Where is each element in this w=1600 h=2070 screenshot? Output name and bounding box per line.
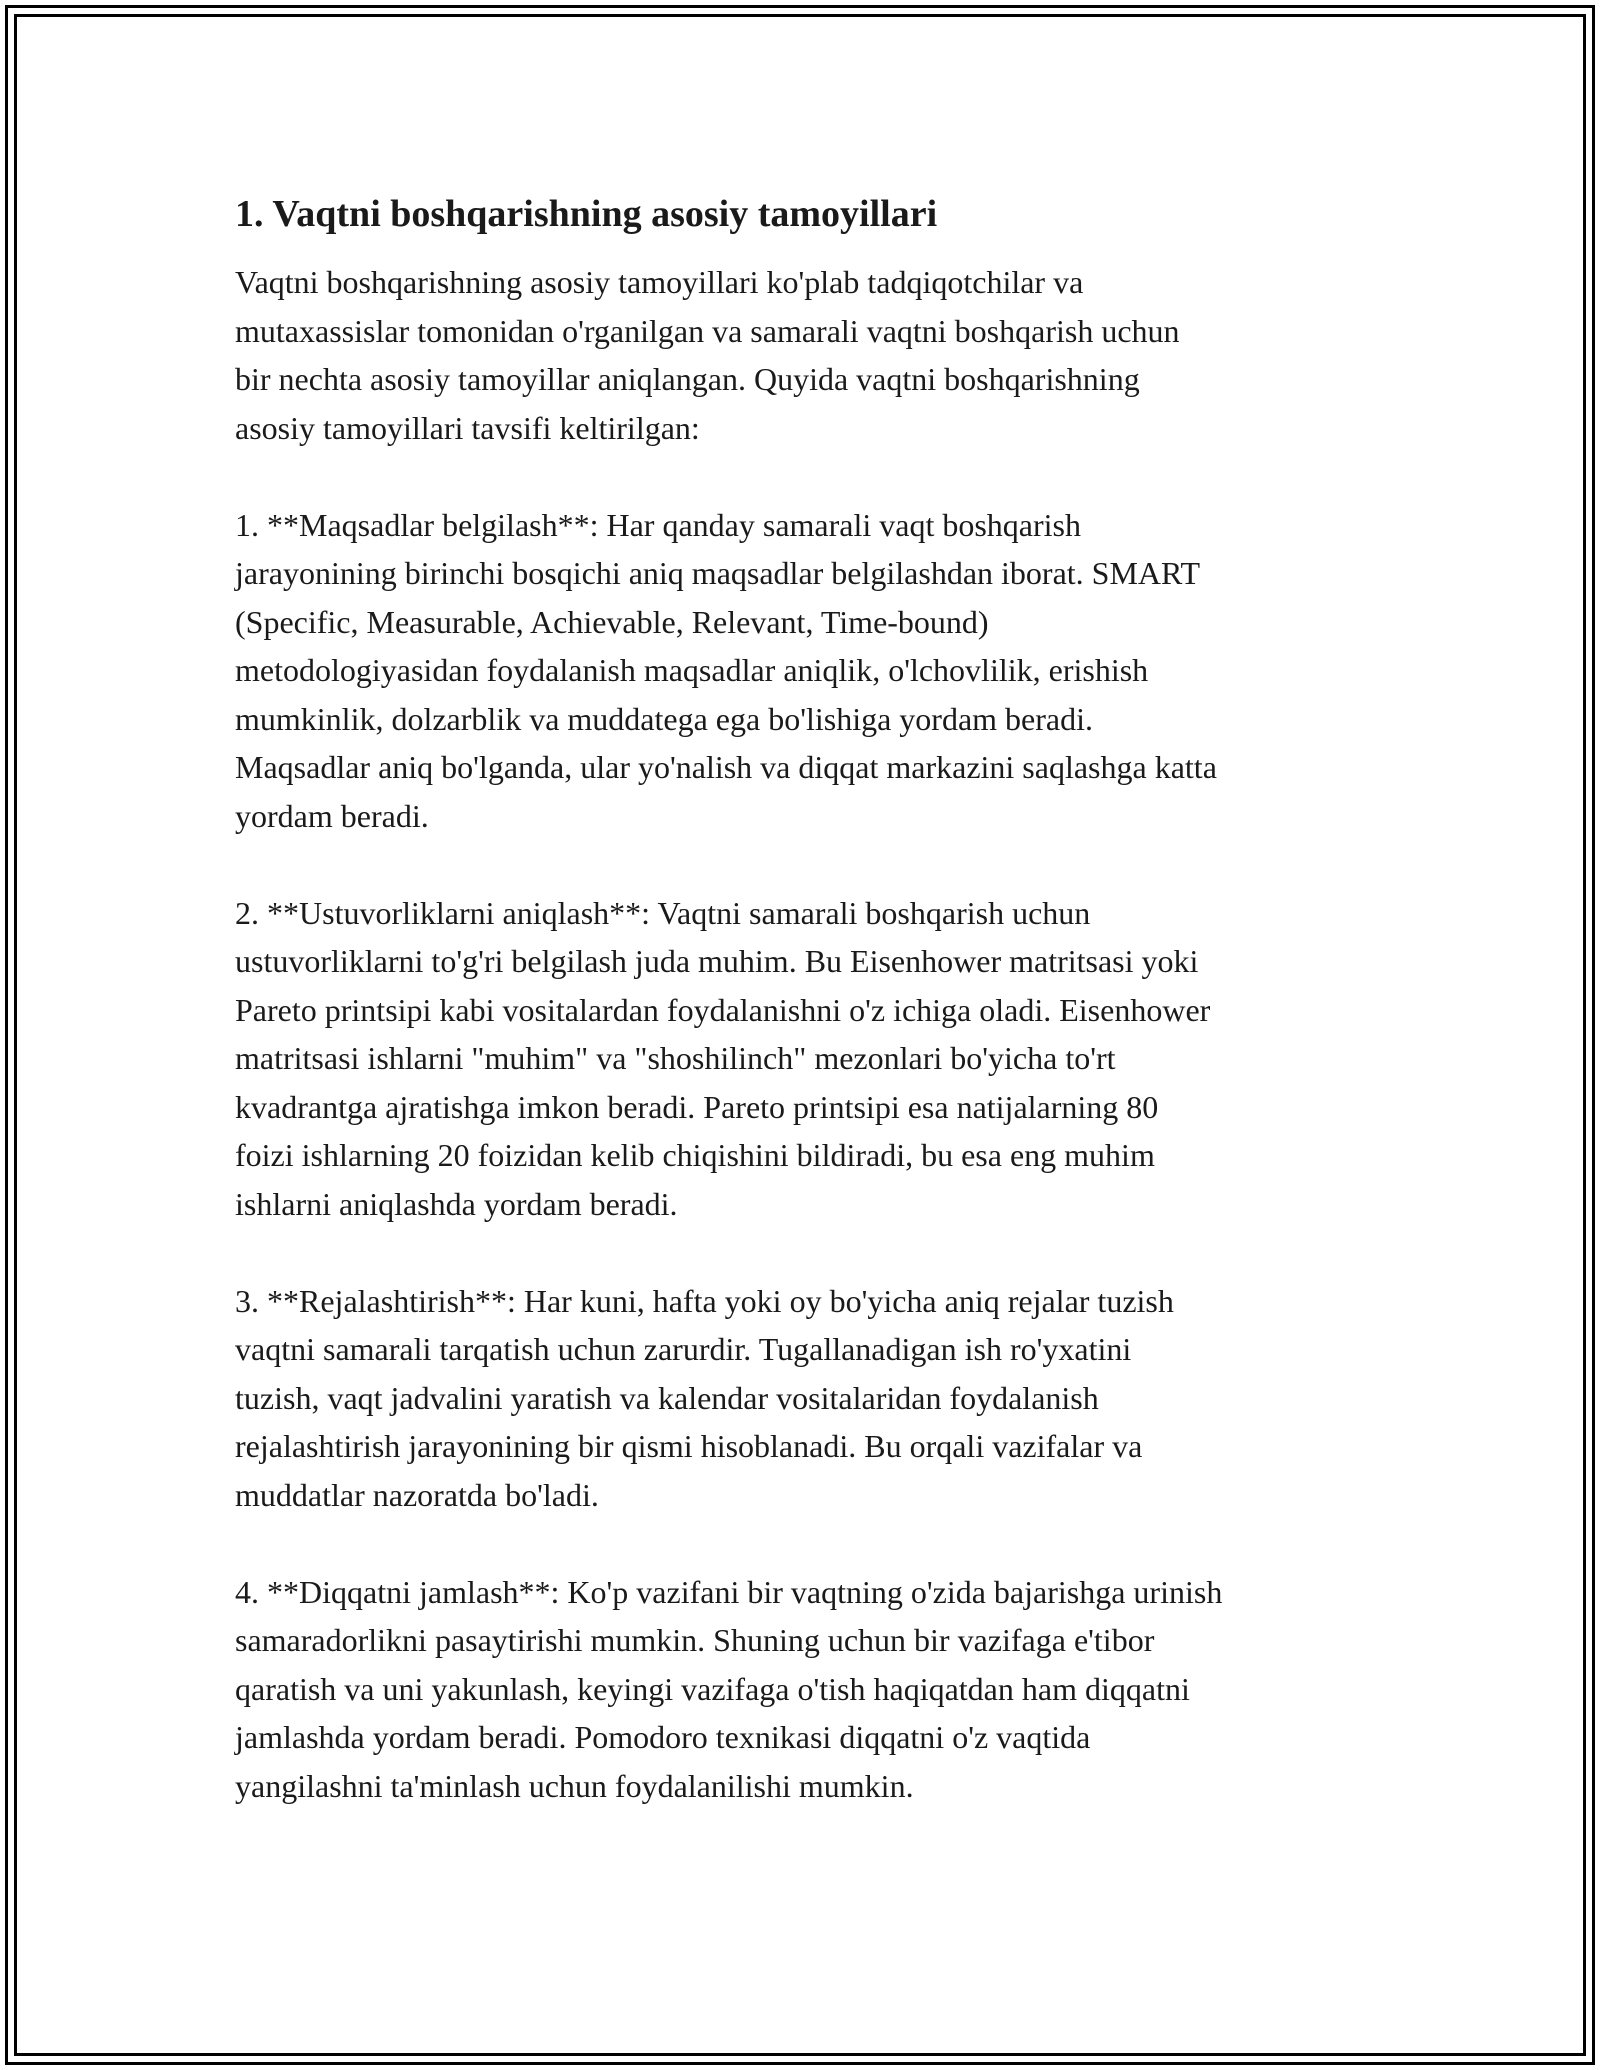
principle-planning <box>235 1277 1385 1520</box>
text-line: bir nechta asosiy tamoyillar aniqlangan. Quyida vaqtni boshqarishning <box>235 361 1140 397</box>
text-line: rejalashtirish jarayonining bir qismi hisoblanadi. Bu orqali vazifalar va <box>235 1428 1143 1464</box>
text-line: mutaxassislar tomonidan o'rganilgan va samarali vaqtni boshqarish uchun <box>235 312 1180 349</box>
text-line: 1. **Maqsadlar belgilash**: Har qanday samarali vaqt boshqarish <box>235 506 1081 543</box>
text-line: vaqtni samarali tarqatish uchun zarurdir. Tugallanadigan ish ro'yxatini <box>235 1331 1132 1367</box>
text-line: 2. **Ustuvorliklarni aniqlash**: Vaqtni samarali boshqarish uchun <box>235 894 1091 931</box>
intro-paragraph <box>235 258 1385 452</box>
text-line: mumkinlik, dolzarblik va muddatega ega bo'lishiga yordam beradi. <box>235 700 1093 737</box>
section-title: 1. Vaqtni boshqarishning asosiy tamoyillari <box>235 193 938 235</box>
text-line: 4. **Diqqatni jamlash**: Ko'p vazifani bir vaqtning o'zida bajarishga urinish <box>235 1573 1223 1610</box>
text-line: (Specific, Measurable, Achievable, Relevant, Time-bound) <box>235 603 989 640</box>
text-line: samaradorlikni pasaytirishi mumkin. Shuning uchun bir vazifaga e'tibor <box>235 1622 1155 1658</box>
text-line: asosiy tamoyillari tavsifi keltirilgan: <box>235 409 700 446</box>
text-line: tuzish, vaqt jadvalini yaratish va kalendar vositalaridan foydalanish <box>235 1379 1099 1416</box>
text-line: Pareto printsipi kabi vositalardan foydalanishni o'z ichiga oladi. Eisenhower <box>235 991 1211 1028</box>
principle-focus <box>235 1568 1385 1811</box>
principle-goals <box>235 501 1385 841</box>
text-line: ustuvorliklarni to'g'ri belgilash juda muhim. Bu Eisenhower matritsasi yoki <box>235 943 1199 979</box>
text-line: jamlashda yordam beradi. Pomodoro texnikasi diqqatni o'z vaqtida <box>235 1719 1091 1755</box>
text-line: ishlarni aniqlashda yordam beradi. <box>235 1185 678 1222</box>
text-line: Maqsadlar aniq bo'lganda, ular yo'nalish va diqqat markazini saqlashga katta <box>235 749 1217 785</box>
principle-priorities <box>235 889 1385 1229</box>
text-line: yordam beradi. <box>235 797 429 834</box>
text-line: Vaqtni boshqarishning asosiy tamoyillari ko'plab tadqiqotchilar va <box>235 264 1084 300</box>
text-line: jarayonining birinchi bosqichi aniq maqsadlar belgilashdan iborat. SMART <box>235 555 1200 591</box>
text-line: qaratish va uni yakunlash, keyingi vazifaga o'tish haqiqatdan ham diqqatni <box>235 1670 1190 1707</box>
text-line: 3. **Rejalashtirish**: Har kuni, hafta yoki oy bo'yicha aniq rejalar tuzish <box>235 1282 1174 1319</box>
text-line: yangilashni ta'minlash uchun foydalanilishi mumkin. <box>235 1767 914 1804</box>
text-line: foizi ishlarning 20 foizidan kelib chiqishini bildiradi, bu esa eng muhim <box>235 1137 1155 1173</box>
text-line: muddatlar nazoratda bo'ladi. <box>235 1476 599 1513</box>
text-line: kvadrantga ajratishga imkon beradi. Pareto printsipi esa natijalarning 80 <box>235 1088 1159 1125</box>
document-body <box>235 190 1385 1859</box>
text-line: metodologiyasidan foydalanish maqsadlar aniqlik, o'lchovlilik, erishish <box>235 652 1149 688</box>
text-line: matritsasi ishlarni "muhim" va "shoshilinch" mezonlari bo'yicha to'rt <box>235 1040 1116 1076</box>
